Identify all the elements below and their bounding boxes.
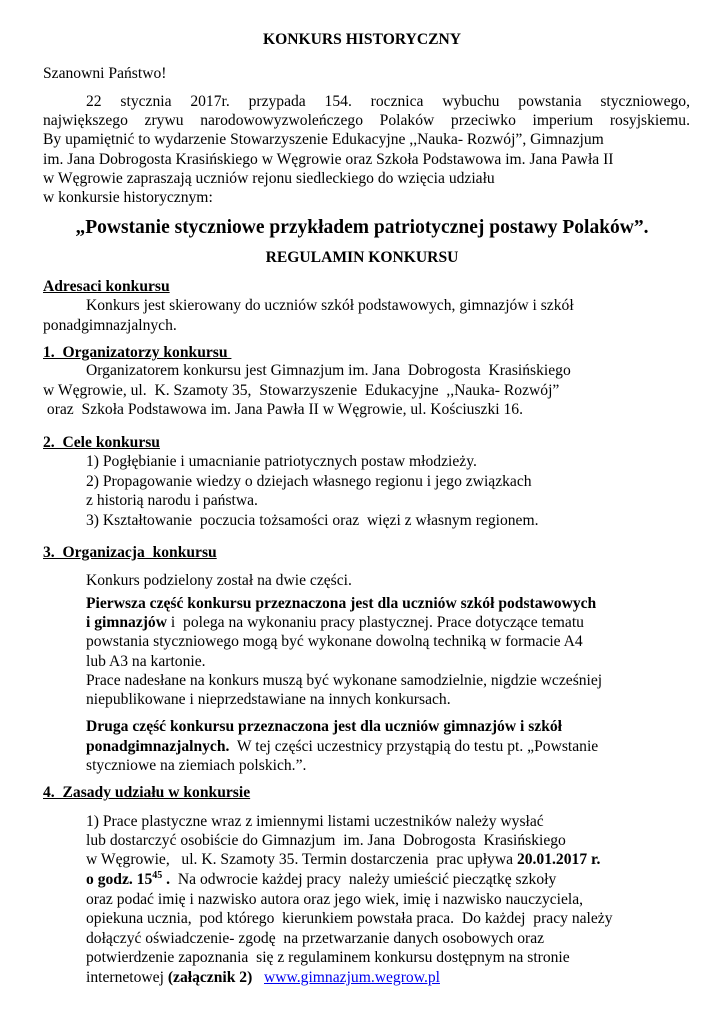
rules-line — [86, 968, 440, 988]
rules-line3-text: w Węgrowie, ul. K. Szamoty 35. Termin dostarczenia prac upływa — [86, 851, 517, 868]
addressees-heading: Adresaci konkursu — [43, 278, 170, 295]
intro-line: By upamiętnić to wydarzenie Stowarzyszenie Edukacyjne ,,Nauka- Rozwój”, Gimnazjum — [43, 131, 604, 148]
part1-line: powstania styczniowego mogą być wykonane dowolną techniką w formacie A4 — [86, 633, 583, 650]
part2-bold-span: ponadgimnazjalnych. — [86, 738, 230, 755]
organizers-line: oraz Szkoła Podstawowa im. Jana Pawła II w Węgrowie, ul. Kościuszki 16. — [43, 401, 523, 418]
rules-line: dołączyć oświadczenie- zgodę na przetwarzanie danych osobowych oraz — [86, 930, 545, 947]
deadline-time — [86, 871, 170, 888]
goals-item: 3) Kształtowanie poczucia tożsamości oraz więzi z własnym regionem. — [86, 512, 539, 529]
intro-line: największego zrywu narodowowyzwoleńczego Polaków przeciwko imperium rosyjskiemu. — [43, 112, 690, 129]
intro-line: w konkursie historycznym: — [43, 189, 213, 206]
part1-line — [86, 613, 584, 633]
rules-line4-rest: Na odwrocie każdej pracy należy umieścić pieczątkę szkoły — [170, 871, 557, 888]
deadline-time-suffix: . — [162, 871, 171, 888]
organizers-line: w Węgrowie, ul. K. Szamoty 35, Stowarzyszenie Edukacyjne ,,Nauka- Rozwój” — [43, 382, 560, 399]
rules-line: lub dostarczyć osobiście do Gimnazjum im. Jana Dobrogosta Krasińskiego — [86, 832, 566, 849]
deadline-time-minutes: 45 — [152, 870, 163, 881]
organizers-heading: 1. Organizatorzy konkursu — [43, 344, 232, 361]
goals-heading: 2. Cele konkursu — [43, 434, 160, 451]
addressees-line: ponadgimnazjalnych. — [43, 317, 177, 334]
deadline-time-prefix: o godz. 15 — [86, 871, 153, 888]
organizers-line: Organizatorem konkursu jest Gimnazjum im. Jana Dobrogosta Krasińskiego — [86, 362, 571, 379]
deadline-date: 20.01.2017 r. — [516, 851, 601, 868]
part2-bold-line: Druga część konkursu przeznaczona jest dla uczniów gimnazjów i szkół — [86, 718, 563, 735]
rules-line: opiekuna ucznia, pod którego kierunkiem powstała praca. Do każdej pracy należy — [86, 910, 613, 927]
part2-line — [86, 737, 598, 757]
part1-line: Prace nadesłane na konkurs muszą być wykonane samodzielnie, nigdzie wcześniej — [86, 672, 603, 689]
part2-rest-span: W tej części uczestnicy przystąpią do testu pt. „Powstanie — [229, 738, 599, 755]
intro-line: im. Jana Dobrogosta Krasińskiego w Węgrowie oraz Szkoła Podstawowa im. Jana Pawła II — [43, 151, 614, 168]
organization-heading: 3. Organizacja konkursu — [43, 544, 217, 561]
contest-title: „Powstanie styczniowe przykładem patriotycznej postawy Polaków”. — [75, 217, 649, 238]
part1-bold-span: i gimnazjów — [86, 614, 167, 631]
part1-bold-line: Pierwsza część konkursu przeznaczona jest dla uczniów szkół podstawowych — [86, 595, 597, 612]
rules-line: oraz podać imię i nazwisko autora oraz jego wiek, imię i nazwisko nauczyciela, — [86, 891, 584, 908]
organization-intro: Konkurs podzielony został na dwie części. — [86, 572, 352, 589]
goals-item: 1) Pogłębianie i umacnianie patriotycznych postaw młodzieży. — [86, 453, 477, 470]
goals-item: 2) Propagowanie wiedzy o dziejach własnego regionu i jego związkach — [86, 473, 532, 490]
greeting: Szanowni Państwo! — [43, 65, 167, 82]
rules-line: potwierdzenie zapoznania się z regulaminem konkursu dostępnym na stronie — [86, 949, 570, 966]
website-link[interactable]: www.gimnazjum.wegrow.pl — [264, 969, 440, 986]
attachment-ref: (załącznik 2) — [167, 969, 253, 986]
regulations-heading: REGULAMIN KONKURSU — [265, 249, 459, 266]
rules-last-line-text: internetowej — [86, 969, 168, 986]
part1-rest-span: i polega na wykonaniu pracy plastycznej. Prace dotyczące tematu — [167, 614, 584, 631]
part1-line: lub A3 na kartonie. — [86, 653, 206, 670]
intro-line: 22 stycznia 2017r. przypada 154. rocznica wybuchu powstania styczniowego, — [86, 93, 690, 110]
document-title: KONKURS HISTORYCZNY — [262, 31, 462, 48]
addressees-line: Konkurs jest skierowany do uczniów szkół podstawowych, gimnazjów i szkół — [86, 297, 574, 314]
part2-line: styczniowe na ziemiach polskich.”. — [86, 757, 307, 774]
intro-line: w Węgrowie zapraszają uczniów rejonu siedleckiego do wzięcia udziału — [43, 170, 495, 187]
goals-item: z historią narodu i państwa. — [86, 492, 258, 509]
rules-heading: 4. Zasady udziału w konkursie — [43, 784, 251, 801]
part1-line: niepublikowane i nieprzedstawiane na innych konkursach. — [86, 691, 451, 708]
rules-line — [86, 870, 556, 890]
rules-line: 1) Prace plastyczne wraz z imiennymi listami uczestników należy wysłać — [86, 813, 544, 830]
rules-line — [86, 850, 600, 870]
